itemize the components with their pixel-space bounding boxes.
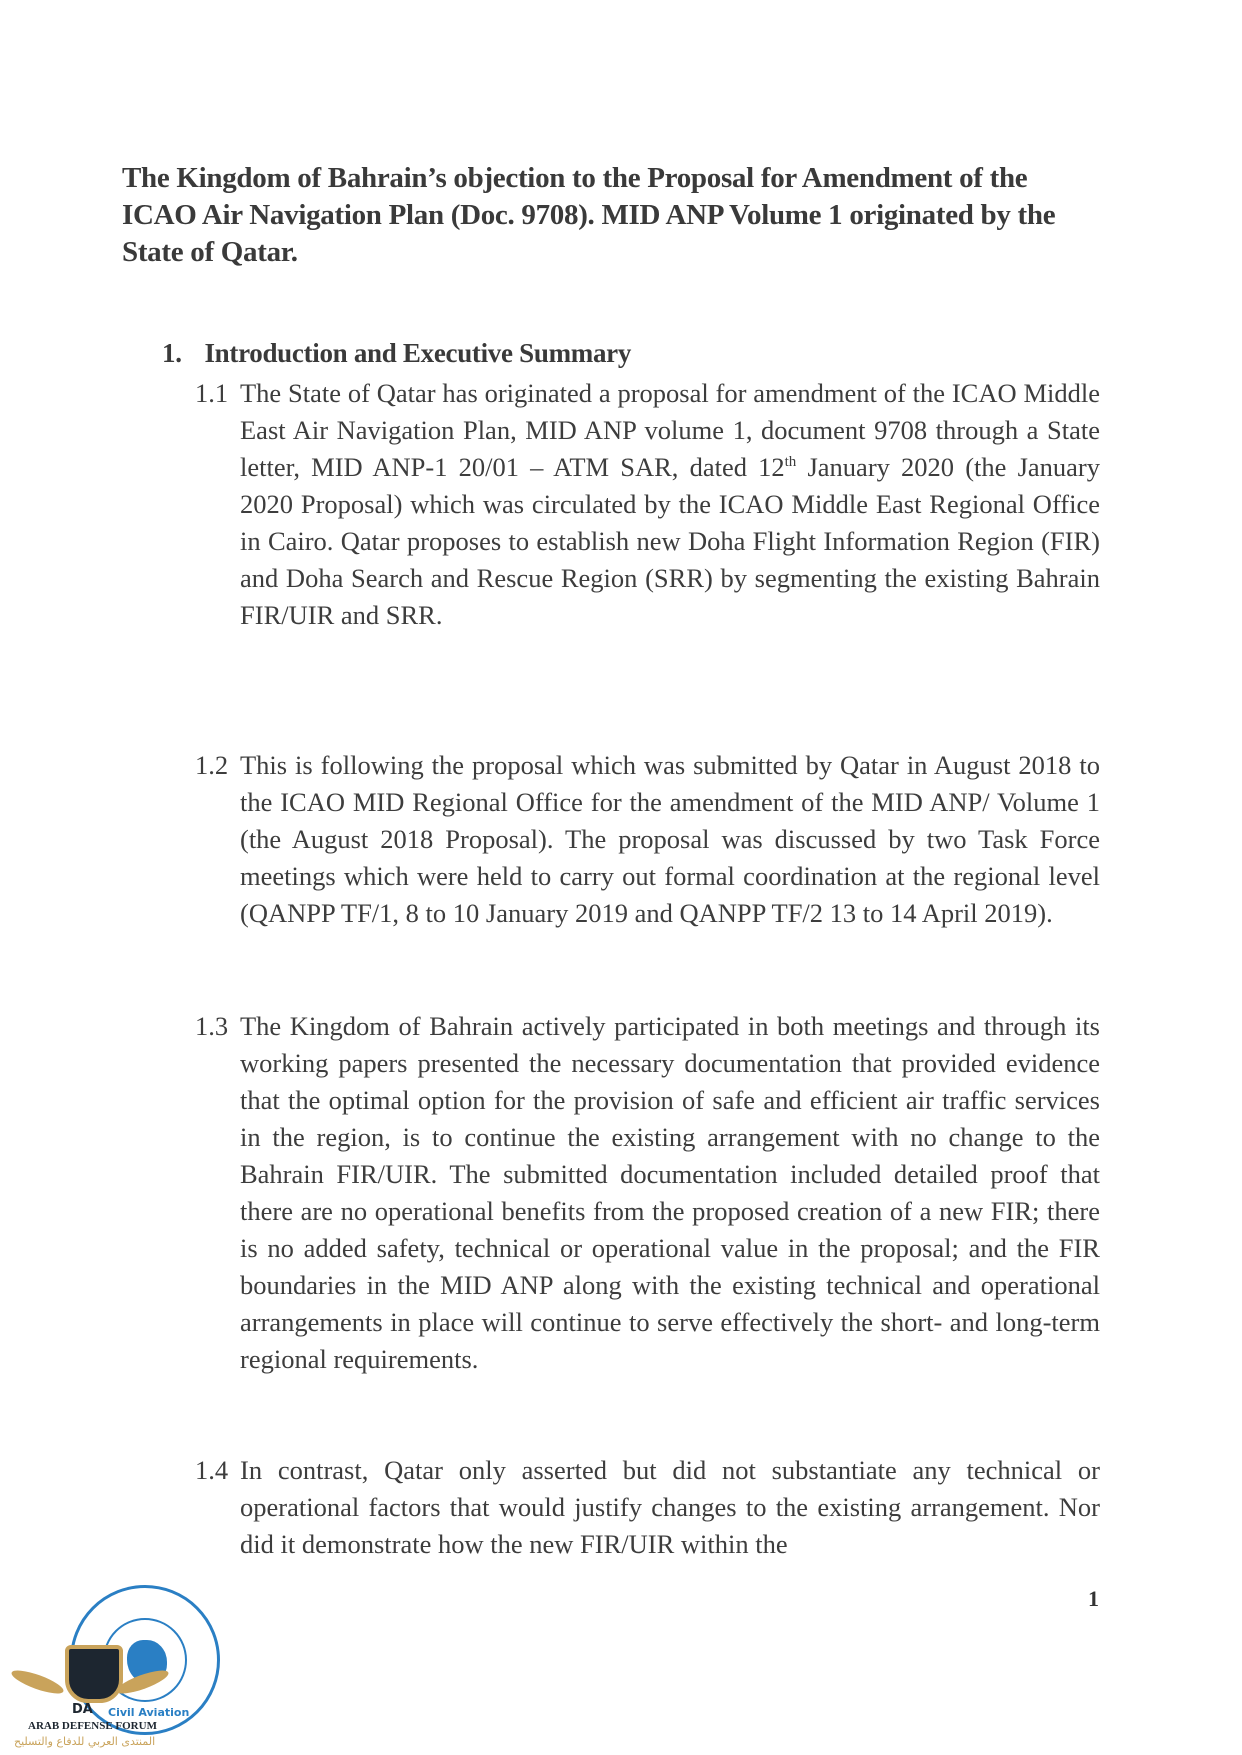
section-heading-text: Introduction and Executive Summary bbox=[204, 338, 632, 368]
paragraph-number: 1.2 bbox=[195, 750, 229, 780]
shield-icon bbox=[65, 1645, 123, 1703]
superscript-ordinal: th bbox=[784, 454, 797, 471]
paragraph-number: 1.4 bbox=[195, 1455, 229, 1485]
paragraph-1-1 bbox=[195, 375, 1100, 634]
watermark-initials: DA bbox=[72, 1702, 93, 1717]
paragraph-text: In contrast, Qatar only asserted but did not substantiate any technical or operational factors that would justify changes to the existing arrangement. Nor did it demonstrate how the new FIR/UIR within the bbox=[240, 1455, 1100, 1559]
paragraph-1-4 bbox=[195, 1452, 1100, 1563]
watermark-name-ar: المنتدى العربي للدفاع والتسليح bbox=[14, 1735, 156, 1748]
watermark-name-en: ARAB DEFENSE FORUM bbox=[28, 1720, 157, 1732]
paragraph-text: The Kingdom of Bahrain actively participated in both meetings and through its working papers presented the necessary documentation that provided evidence that the optimal option for the provision of safe and efficient air traffic services in the region, is to continue the existing arrangement with no change to the Bahrain FIR/UIR. The submitted documentation included detailed proof that there are no operational benefits from the proposed creation of a new FIR; there is no added safety, technical or operational value in the proposal; and the FIR boundaries in the MID ANP along with the existing technical and operational arrangements in place will continue to serve effectively the short- and long-term regional requirements. bbox=[240, 1011, 1100, 1374]
paragraph-number: 1.1 bbox=[195, 378, 229, 408]
section-heading bbox=[162, 338, 631, 369]
paragraph-1-2 bbox=[195, 747, 1100, 932]
seal-text: Civil Aviation bbox=[108, 1706, 190, 1719]
page-number: 1 bbox=[1088, 1586, 1099, 1611]
section-number: 1. bbox=[162, 338, 182, 368]
document-title: The Kingdom of Bahrain’s objection to the Proposal for Amendment of the ICAO Air Navigation Plan (Doc. 9708). MID ANP Volume 1 originated by the State of Qatar. bbox=[122, 162, 1056, 268]
wing-left-icon bbox=[9, 1666, 65, 1698]
paragraph-1-3 bbox=[195, 1008, 1100, 1378]
paragraph-text: The State of Qatar has originated a proposal for amendment of the ICAO Middle East Air Navigation Plan, MID ANP volume 1, document 9708 through a State letter, MID ANP-1 20/01 – ATM SAR, dated 12th January 2020 (the January 2020 Proposal) which was circulated by the ICAO Middle East Regional Office in Cairo. Qatar proposes to establish new Doha Flight Information Region (FIR) and Doha Search and Rescue Region (SRR) by segmenting the existing Bahrain FIR/UIR and SRR. bbox=[240, 378, 1100, 630]
paragraph-number: 1.3 bbox=[195, 1011, 229, 1041]
paragraph-text: This is following the proposal which was submitted by Qatar in August 2018 to the ICAO MID Regional Office for the amendment of the MID ANP/ Volume 1 (the August 2018 Proposal). The proposal was discussed by two Task Force meetings which were held to carry out formal coordination at the regional level (QANPP TF/1, 8 to 10 January 2019 and QANPP TF/2 13 to 14 April 2019). bbox=[240, 750, 1100, 928]
watermark-logo bbox=[10, 1640, 170, 1755]
